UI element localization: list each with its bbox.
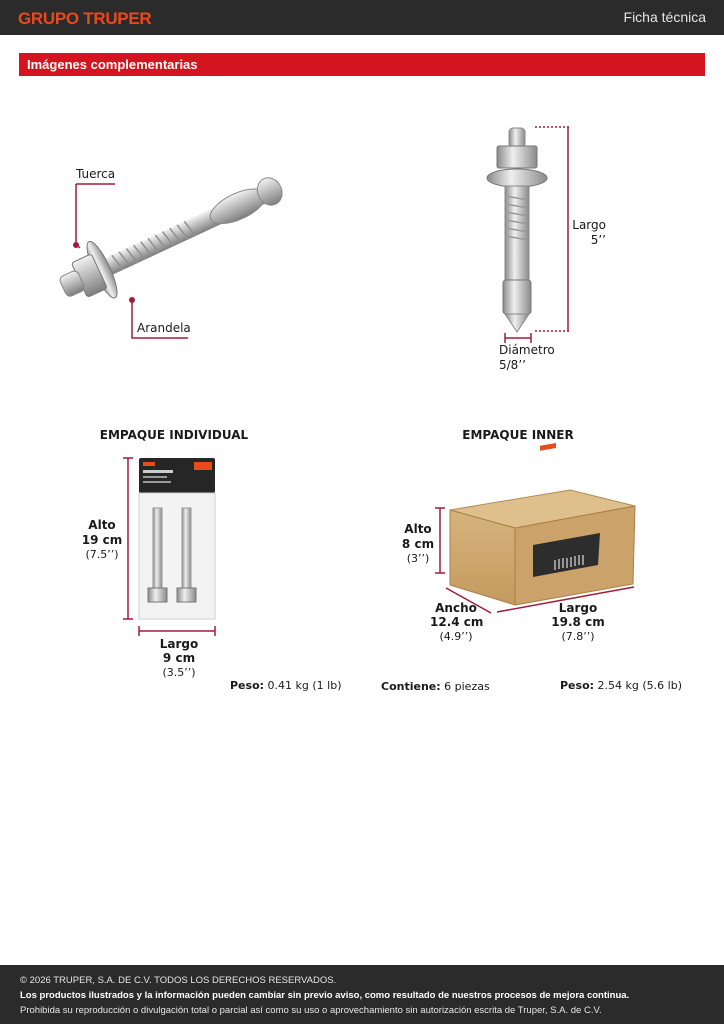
individual-height-in: (7.5’’) bbox=[85, 548, 119, 561]
inner-length-cm: 19.8 cm bbox=[551, 615, 605, 629]
inner-length-label: Largo bbox=[558, 601, 598, 615]
footer-legal: Prohibida su reproducción o divulgación total o parcial así como su uso o aprovechamiento sin autorización escrita de Truper, S.A. de C.V. bbox=[20, 1005, 602, 1016]
inner-box-image bbox=[450, 443, 635, 605]
inner-height-label: Alto bbox=[404, 522, 432, 536]
diameter-label: Diámetro bbox=[499, 343, 555, 357]
section-title: Imágenes complementarias bbox=[27, 57, 198, 72]
diameter-value: 5/8’’ bbox=[499, 358, 526, 372]
inner-width-label: Ancho bbox=[435, 601, 477, 615]
inner-width-cm: 12.4 cm bbox=[430, 615, 484, 629]
individual-length-in: (3.5’’) bbox=[162, 666, 196, 679]
footer-notice: Los productos ilustrados y la información pueden cambiar sin previo aviso, como resultado de nuestros procesos de mejora continua. bbox=[20, 990, 630, 1001]
individual-weight-value: 0.41 kg (1 lb) bbox=[267, 679, 342, 692]
length-value: 5’’ bbox=[590, 233, 606, 247]
inner-weight-label: Peso: bbox=[560, 679, 595, 692]
inner-weight-value: 2.54 kg (5.6 lb) bbox=[597, 679, 682, 692]
inner-package-title: EMPAQUE INNER bbox=[462, 428, 574, 442]
footer bbox=[0, 965, 724, 1024]
inner-weight bbox=[560, 679, 682, 692]
length-label: Largo bbox=[572, 218, 606, 232]
individual-length-cm: 9 cm bbox=[162, 651, 196, 665]
inner-contains-value: 6 piezas bbox=[444, 680, 490, 693]
individual-weight bbox=[230, 679, 342, 692]
individual-package-image bbox=[139, 458, 215, 619]
footer-copyright: © 2026 TRUPER, S.A. DE C.V. TODOS LOS DERECHOS RESERVADOS. bbox=[20, 975, 337, 986]
callout-washer-label: Arandela bbox=[137, 321, 191, 335]
anchor-angled-image bbox=[50, 158, 294, 316]
callout-nut-label: Tuerca bbox=[76, 167, 116, 181]
individual-weight-label: Peso: bbox=[230, 679, 265, 692]
anchor-vertical-image bbox=[487, 128, 547, 332]
inner-contains-label: Contiene: bbox=[381, 680, 441, 693]
inner-length-in: (7.8’’) bbox=[561, 630, 595, 643]
inner-height-cm: 8 cm bbox=[401, 537, 435, 551]
inner-height-in: (3’’) bbox=[406, 552, 430, 565]
inner-width-in: (4.9’’) bbox=[439, 630, 473, 643]
brand-logo: GRUPO TRUPER bbox=[18, 9, 152, 28]
individual-height-cm: 19 cm bbox=[81, 533, 123, 547]
individual-height-label: Alto bbox=[88, 518, 116, 532]
inner-contains bbox=[381, 680, 490, 693]
page-title: Ficha técnica bbox=[623, 9, 706, 25]
individual-length-label: Largo bbox=[159, 637, 199, 651]
individual-package-title: EMPAQUE INDIVIDUAL bbox=[99, 428, 249, 442]
